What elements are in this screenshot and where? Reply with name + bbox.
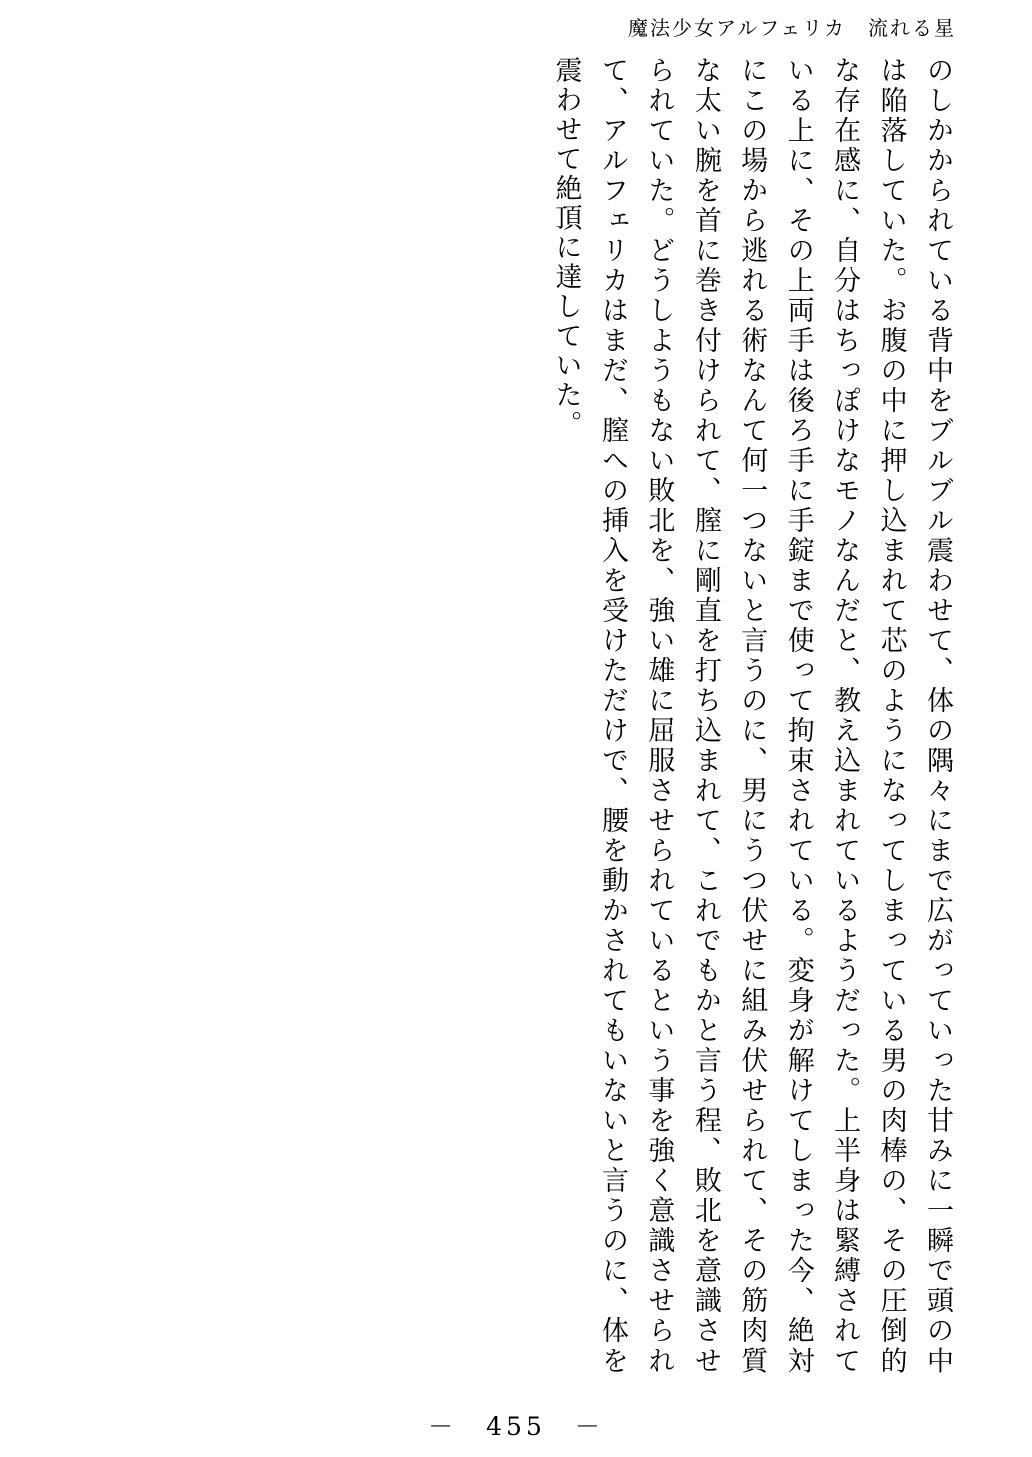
body-text-block: [84, 56, 960, 1376]
page-number: － 455 －: [428, 1412, 604, 1441]
running-header-title: 魔法少女アルフェリカ 流れる星: [628, 16, 956, 40]
body-paragraph: のしかかられている背中をブルブル震わせて、体の隅々にまで広がっていった甘みに一瞬で頭の中は陥落していた。お腹の中に押し込まれて芯のようになってしまっている男の肉棒の、その圧倒的な存在感に、自分はちっぽけなモノなんだと、教え込まれているようだった。上半身は緊縛されている上に、その上両手は後ろ手に手錠まで使って拘束されている。変身が解けてしまった今、絶対にこの場から逃れる術なんて何一つないと言うのに、男にうつ伏せに組み伏せられて、その筋肉質な太い腕を首に巻き付けられて、膣に剛直を打ち込まれて、これでもかと言う程、敗北を意識させられていた。どうしようもない敗北を、強い雄に屈服させられているという事を強く意識させられて、アルフェリカはまだ、膣への挿入を受けただけで、腰を動かされてもいないと言うのに、体を震わせて絶頂に達していた。: [550, 56, 953, 1376]
